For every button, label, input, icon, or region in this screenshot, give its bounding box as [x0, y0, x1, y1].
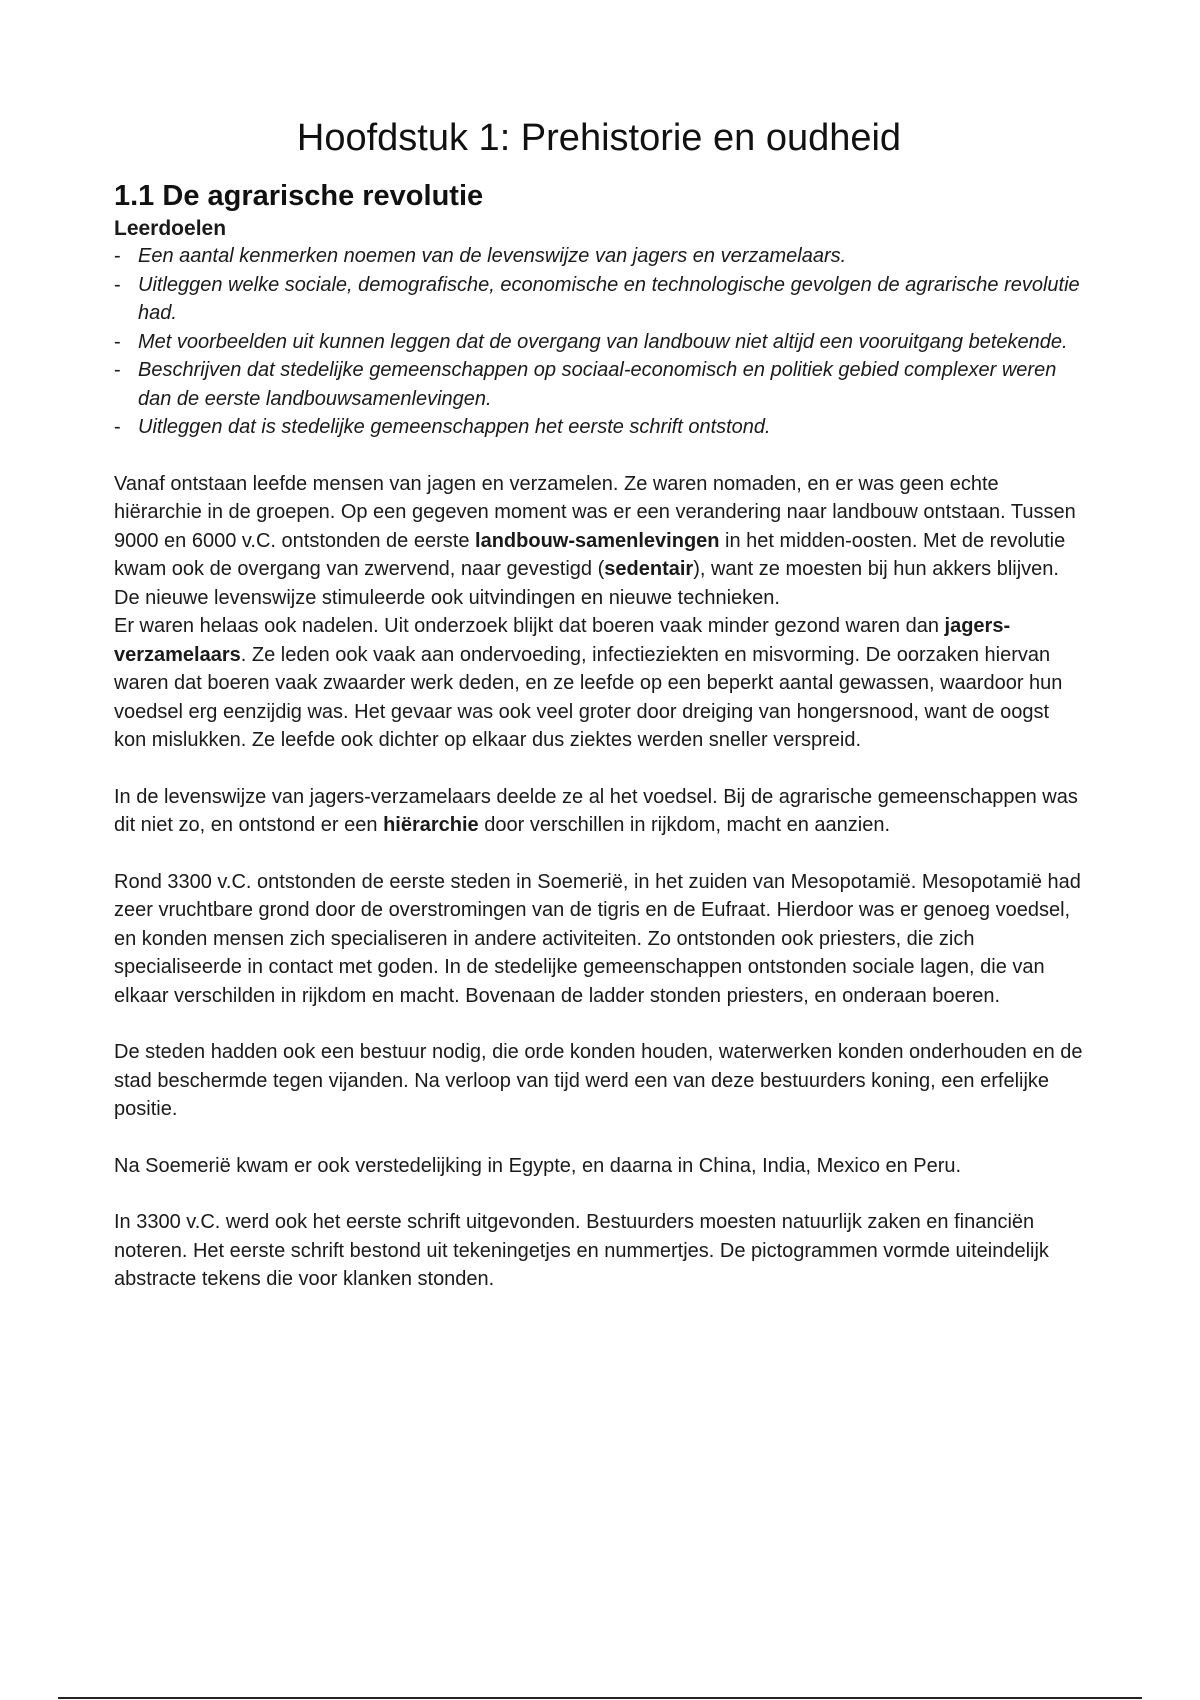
bullet-dash: - — [114, 330, 121, 353]
paragraph-writing: In 3300 v.C. werd ook het eerste schrift uitgevonden. Bestuurders moesten natuurlijk zaken en financiën noteren. Het eerste schrift bestond uit tekeningetjes en nummertjes. De pictogrammen vormde uiteindelijk abstracte tekens die voor klanken stonden. — [114, 1211, 1049, 1290]
section-heading: 1.1 De agrarische revolutie — [114, 180, 484, 212]
bullet-dash: - — [114, 416, 121, 438]
learning-goal-item — [114, 271, 1084, 328]
term-hierarchie: hiërarchie — [383, 814, 479, 836]
paragraph-urbanization: Na Soemerië kwam er ook verstedelijking in Egypte, en daarna in China, India, Mexico en Peru. — [114, 1154, 962, 1177]
chapter-title: Hoofdstuk 1: Prehistorie en oudheid — [296, 117, 902, 159]
learning-goal-item — [114, 242, 1084, 271]
footer-divider — [58, 1697, 1142, 1699]
term-jagers-verzamelaars: jagers-verzamelaars — [114, 615, 1011, 666]
learning-goal-text: Met voorbeelden uit kunnen leggen dat de overgang van landbouw niet altijd een vooruitgang betekende. — [138, 330, 1068, 353]
learning-goal-item — [114, 413, 1084, 442]
bullet-dash: - — [114, 273, 121, 296]
learning-goal-text: Uitleggen dat is stedelijke gemeenschappen het eerste schrift ontstond. — [138, 416, 771, 438]
bullet-dash: - — [114, 245, 121, 267]
paragraph-agrarian-origin: Vanaf ontstaan leefde mensen van jagen en verzamelen. Ze waren nomaden, en er was geen echte hiërarchie in de groepen. Op een gegeven moment was er een verandering naar landbouw ontstaan. Tussen 9000 en 6000 v.C. ontstonden de eerste landbouw-samenlevingen in het midden-oosten. Met de revolutie kwam ook de overgang van zwervend, naar gevestigd (sedentair), want ze moesten bij hun akkers blijven. De nieuwe levenswijze stimuleerde ook uitvindingen en nieuwe technieken. — [114, 472, 1076, 609]
learning-goals-list — [114, 242, 1084, 442]
document-content — [114, 112, 1084, 1294]
paragraph-hierarchy: In de levenswijze van jagers-verzamelaars deelde ze al het voedsel. Bij de agrarische gemeenschappen was dit niet zo, en ontstond er een hiërarchie door verschillen in rijkdom, macht en aanzien. — [114, 785, 1078, 836]
learning-goal-text: Een aantal kenmerken noemen van de levenswijze van jagers en verzamelaars. — [138, 245, 847, 267]
learning-goal-item — [114, 328, 1084, 357]
learning-goal-text: Beschrijven dat stedelijke gemeenschappen op sociaal-economisch en politiek gebied complexer weren dan de eerste landbouwsamenlevingen. — [138, 359, 1057, 410]
term-sedentair: sedentair — [604, 558, 694, 580]
learning-goal-text: Uitleggen welke sociale, demografische, economische en technologische gevolgen de agrarische revolutie had. — [138, 273, 1080, 324]
paragraph-sumer: Rond 3300 v.C. ontstonden de eerste steden in Soemerië, in het zuiden van Mesopotamië. Mesopotamië had zeer vruchtbare grond door de overstromingen van de tigris en de Eufraat. Hierdoor was er genoeg voedsel, en konden mensen zich specialiseren in andere activiteiten. Zo ontstonden ook priesters, die zich specialiseerde in contact met goden. In de stedelijke gemeenschappen ontstonden sociale lagen, die van elkaar verschilden in rijkdom en macht. Bovenaan de ladder stonden priesters, en onderaan boeren. — [114, 870, 1081, 1007]
bullet-dash: - — [114, 359, 121, 381]
paragraph-government: De steden hadden ook een bestuur nodig, die orde konden houden, waterwerken konden onderhouden en de stad beschermde tegen vijanden. Na verloop van tijd werd een van deze bestuurders koning, een erfelijke positie. — [114, 1041, 1083, 1120]
learning-goals-label: Leerdoelen — [114, 217, 227, 240]
paragraph-disadvantages: Er waren helaas ook nadelen. Uit onderzoek blijkt dat boeren vaak minder gezond waren dan jagers-verzamelaars. Ze leden ook vaak aan ondervoeding, infectieziekten en misvorming. De oorzaken hiervan waren dat boeren vaak zwaarder werk deden, en ze leefde op een beperkt aantal gewassen, waardoor hun voedsel erg eenzijdig was. Het gevaar was ook veel groter door dreiging van hongersnood, want de oogst kon mislukken. Ze leefde ook dichter op elkaar dus ziektes werden sneller verspreid. — [114, 615, 1063, 751]
learning-goal-item — [114, 356, 1084, 413]
term-landbouwsamenlevingen: landbouw-samenlevingen — [475, 529, 720, 552]
